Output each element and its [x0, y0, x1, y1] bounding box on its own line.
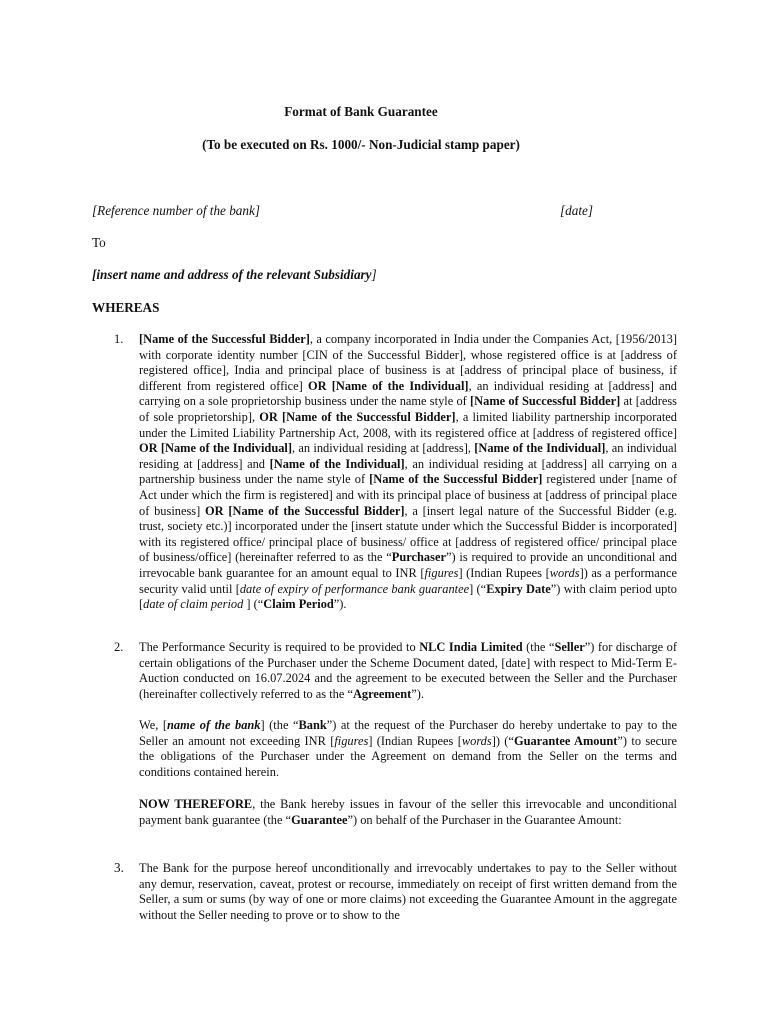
clause-2-text: [139, 640, 677, 702]
c2-s04: Seller: [554, 640, 585, 654]
c1-s19: Purchaser: [391, 550, 446, 565]
pwe-s08: words: [461, 733, 492, 748]
c2-s06: Agreement: [352, 686, 412, 701]
clause-3-text: [139, 861, 677, 923]
addressee-bracket: ]: [371, 267, 377, 282]
c1-s31: Claim Period: [263, 597, 334, 612]
bank-undertaking-paragraph: [139, 718, 677, 780]
c1-s25: date of expiry of performance bank guarantee: [239, 581, 470, 596]
pnow-s03: Guarantee: [291, 812, 348, 827]
c1-s18: , a [insert legal nature of the Successful Bidder (e.g. trust, society etc.)] incorporated under the [insert statute under which the Successful Bidder is incorporated] with its registered office/ principal place of business/ office at [address of registered office/ principal place of business/office] (hereinafter referred to as the “: [139, 503, 677, 565]
c1-s10: , an individual residing at [address],: [291, 441, 475, 456]
c1-s12: , an individual residing at [address] and: [139, 441, 678, 471]
c1-s20: ”) is required to provide an unconditional and irrevocable bank guarantee for an amount equal to INR [: [139, 550, 677, 580]
c2-s01: The Performance Security is required to be provided to: [139, 640, 420, 654]
c1-s07: OR [Name of the Successful Bidder]: [259, 409, 456, 424]
c1-s13: [Name of the Individual]: [269, 456, 405, 471]
now-therefore-paragraph: [139, 797, 677, 828]
c1-s16: registered under [name of Act under which the firm is registered] and with its principal place of business at [address of principal place of business]: [139, 472, 677, 518]
c1-s06: at [address of sole proprietorship],: [139, 394, 677, 424]
c1-s30: ] (“: [246, 597, 264, 612]
clause-2-number: 2.: [114, 640, 124, 654]
c1-s32: ”).: [333, 597, 347, 612]
document-subtitle: (To be executed on Rs. 1000/- Non-Judicial stamp paper): [202, 137, 520, 152]
pwe-s11: ”) to secure the obligations of the Purchaser under the Agreement on demand from the Seller on the terms and conditions contained herein.: [139, 733, 677, 779]
c3-s01: The Bank for the purpose hereof unconditionally and irrevocably undertakes to pay to the Seller without any demur, reservation, caveat, protest or recourse, immediately on receipt of first written demand from the Seller, a sum or sums (by way of one or more claims) not exceeding the Guarantee Amount in the aggregate without the Seller needing to prove or to show to the: [139, 861, 677, 922]
c2-s05: ”) for discharge of certain obligations of the Purchaser under the Scheme Document dated, [date] with respect to Mid-Term E-Auction conducted on 16.07.2024 and the agreement to be executed between the Seller and the Purchaser (hereinafter collectively referred to as the “: [139, 640, 677, 701]
c1-s11: [Name of the Individual]: [474, 441, 606, 456]
pwe-s04: Bank: [298, 718, 327, 732]
pnow-s02: , the Bank hereby issues in favour of the seller this irrevocable and unconditional payment bank guarantee (the “: [139, 797, 677, 827]
c1-s17: OR [Name of the Successful Bidder]: [205, 503, 405, 518]
date-placeholder: [date]: [560, 203, 593, 218]
pwe-s05: ”) at the request of the Purchaser do hereby undertake to pay to the Seller an amount not exceeding INR [: [139, 718, 677, 748]
document-title: Format of Bank Guarantee: [284, 104, 438, 119]
c1-s14: , an individual residing at [address] all carrying on a partnership business under the name style of: [139, 456, 678, 487]
c2-s02: NLC India Limited: [419, 640, 523, 654]
c1-s02: , a company incorporated in India under the Companies Act, [1956/2013] with corporate identity number [CIN of the Successful Bidder], whose registered office is at [address of registered office], India and principal place of business is at [address of principal place of business, if different from registered office]: [139, 332, 677, 393]
pnow-s04: ”) on behalf of the Purchaser in the Guarantee Amount:: [347, 812, 622, 827]
pwe-s09: ]) (“: [491, 733, 514, 748]
c1-s27: Expiry Date: [486, 581, 551, 596]
c1-s29: date of claim period: [143, 597, 247, 612]
c1-s22: ] (Indian Rupees [: [458, 565, 550, 580]
pwe-s01: We, [: [139, 718, 167, 732]
reference-placeholder: [Reference number of the bank]: [92, 203, 260, 218]
clause-1-text: [139, 332, 677, 613]
c1-s24: ]) as a performance security valid until [: [139, 565, 677, 596]
c2-s03: (the “: [522, 640, 555, 654]
c1-s15: [Name of the Successful Bidder]: [369, 472, 543, 487]
pwe-s07: ] (Indian Rupees [: [368, 733, 462, 748]
c1-s04: , an individual residing at [address] and carrying on a sole proprietorship business under the name style of: [139, 378, 677, 409]
c1-s08: , a limited liability partnership incorporated under the Limited Liability Partnership Act, 2008, with its registered office at [address of registered office]: [139, 409, 677, 440]
c1-s09: OR [Name of the Individual]: [139, 441, 292, 456]
whereas-heading: WHEREAS: [92, 300, 160, 315]
c1-s05: [Name of Successful Bidder]: [470, 394, 621, 409]
pwe-s06: figures: [334, 733, 369, 748]
pnow-s01: NOW THEREFORE: [139, 797, 253, 811]
c1-s23: words: [549, 565, 580, 580]
addressee-text: [insert name and address of the relevant Subsidiary: [92, 267, 372, 282]
clause-1-number: 1.: [114, 332, 124, 346]
c1-s26: ] (“: [469, 581, 487, 596]
addressee-line: [92, 267, 377, 283]
c1-s28: ”) with claim period upto [: [139, 581, 678, 612]
c2-s07: ”).: [411, 686, 424, 701]
to-label: To: [92, 235, 106, 250]
reference-row: [92, 203, 597, 219]
c1-s01: [Name of the Successful Bidder]: [139, 332, 310, 346]
pwe-s02: name of the bank: [166, 718, 261, 732]
pwe-s10: Guarantee Amount: [513, 733, 618, 748]
c1-s03: OR [Name of the Individual]: [307, 378, 469, 393]
c1-s21: figures: [424, 565, 459, 580]
clause-3-number: 3.: [114, 860, 124, 875]
pwe-s03: ] (the “: [260, 718, 299, 732]
